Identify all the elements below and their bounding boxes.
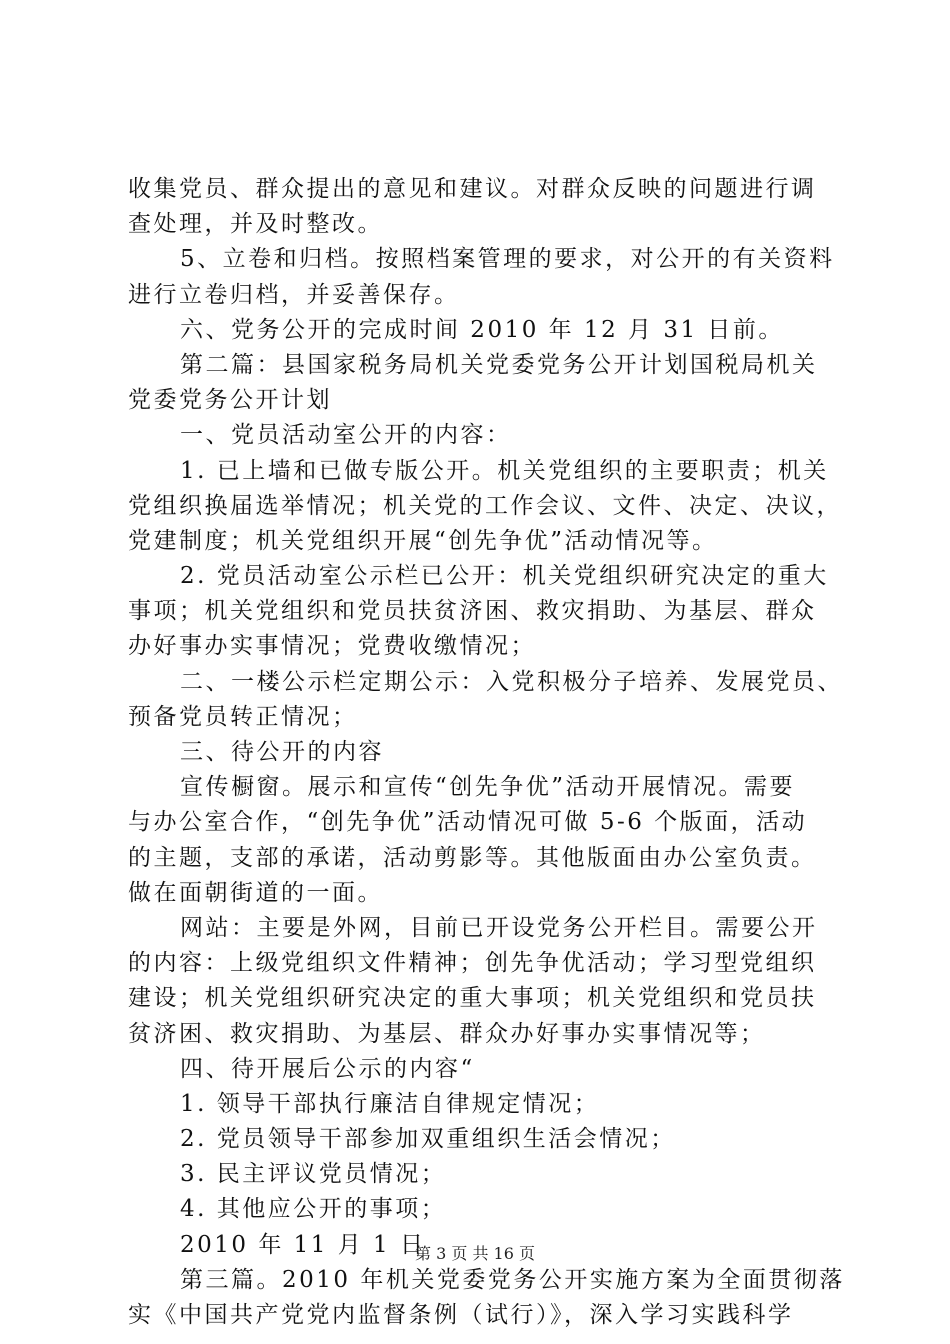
text-line: 进行立卷归档，并妥善保存。 [128, 281, 460, 308]
text-line: 第三篇。2010 年机关党委党务公开实施方案为全面贯彻落 [180, 1266, 845, 1293]
text-line: 贫济困、救灾捐助、为基层、群众办好事办实事情况等； [128, 1020, 766, 1047]
text-line: 宣传橱窗。展示和宣传“创先争优”活动开展情况。需要 [180, 774, 796, 801]
text-line: 查处理，并及时整改。 [128, 211, 383, 238]
text-line: 的主题，支部的承诺，活动剪影等。其他版面由办公室负责。 [128, 844, 817, 871]
text-line: 2. 党员活动室公示栏已公开：机关党组织研究决定的重大 [180, 563, 829, 590]
text-line: 与办公室合作，“创先争优”活动情况可做 5-6 个版面，活动 [128, 809, 808, 836]
text-line: 四、待开展后公示的内容“ [180, 1055, 475, 1082]
text-line: 做在面朝街道的一面。 [128, 879, 383, 906]
document-body [128, 172, 845, 1333]
text-line: 1. 已上墙和已做专版公开。机关党组织的主要职责；机关 [180, 457, 829, 484]
text-line: 2010 年 11 月 1 日 [180, 1231, 426, 1258]
text-line: 4. 其他应公开的事项； [180, 1196, 447, 1223]
text-line: 事项；机关党组织和党员扶贫济困、救灾捐助、为基层、群众 [128, 598, 817, 625]
text-line: 1. 领导干部执行廉洁自律规定情况； [180, 1090, 600, 1117]
text-line: 第二篇：县国家税务局机关党委党务公开计划国税局机关 [180, 351, 818, 378]
text-line: 预备党员转正情况； [128, 703, 358, 730]
text-line: 5、立卷和归档。按照档案管理的要求，对公开的有关资料 [180, 246, 835, 273]
text-line: 3. 民主评议党员情况； [180, 1161, 447, 1188]
text-line: 党组织换届选举情况；机关党的工作会议、文件、决定、决议， [128, 492, 842, 519]
text-line: 一、党员活动室公开的内容： [180, 422, 512, 449]
text-line: 办好事办实事情况；党费收缴情况； [128, 633, 536, 660]
page-footer: 第 3 页 共 16 页 [415, 1244, 535, 1263]
text-line: 2. 党员领导干部参加双重组织生活会情况； [180, 1126, 676, 1153]
text-line: 党建制度；机关党组织开展“创先争优”活动情况等。 [128, 527, 718, 554]
text-line: 实《中国共产党党内监督条例（试行）》，深入学习实践科学 [128, 1302, 794, 1328]
text-line: 六、党务公开的完成时间 2010 年 12 月 31 日前。 [180, 316, 784, 343]
text-line: 二、一楼公示栏定期公示：入党积极分子培养、发展党员、 [180, 668, 843, 695]
text-line: 党委党务公开计划 [128, 387, 332, 414]
text-line: 三、待公开的内容 [180, 739, 384, 765]
text-line: 网站：主要是外网，目前已开设党务公开栏目。需要公开 [180, 914, 818, 941]
text-line: 建设；机关党组织研究决定的重大事项；机关党组织和党员扶 [128, 985, 817, 1012]
text-line: 收集党员、群众提出的意见和建议。对群众反映的问题进行调 [128, 176, 817, 202]
text-line: 的内容：上级党组织文件精神；创先争优活动；学习型党组织 [128, 950, 817, 977]
